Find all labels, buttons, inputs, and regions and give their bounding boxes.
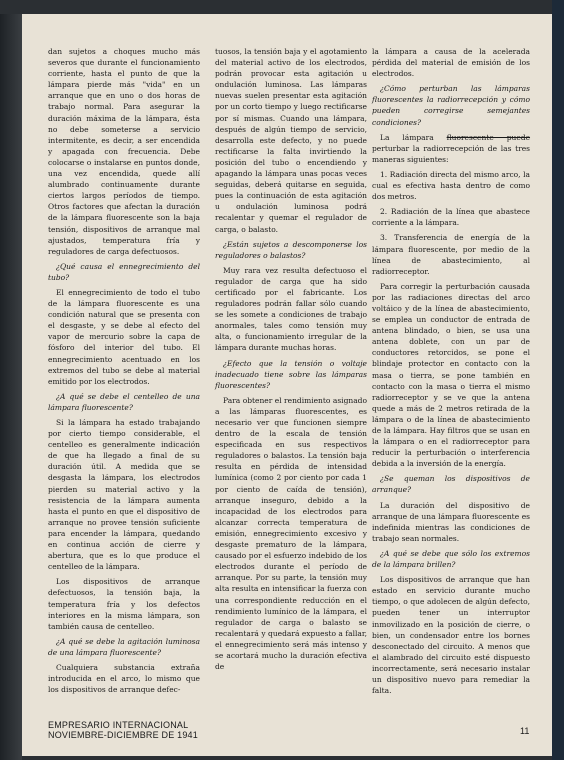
question-heading: ¿Se queman los dispositivos de arranque? <box>372 474 530 495</box>
list-item: 1. Radiación directa del mismo arco, la cual es efectiva hasta dentro de como dos metros. <box>372 169 530 202</box>
question-heading: ¿A qué se debe que sólo los extremos de la lámpara brillen? <box>372 548 530 570</box>
text-column-2 <box>215 46 367 676</box>
issue-date: NOVIEMBRE-DICIEMBRE DE 1941 <box>48 730 198 740</box>
paragraph: tuosos, la tensión baja y el agotamiento del material activo de los electrodos, podrán provocar esta agitación u ondulación luminosa. Las lámparas nuevas suelen presentar esta agitación por un corto tiempo y luego rectificarse por sí mismas. Cuando una lámpara, después de algún tiempo de servicio, desarrolla este defecto, y no puede rectificarse la falta invirtiendo la posición del tubo o encendiendo y apagando la lámpara unas pocas veces seguidas, deberá quitarse en seguida, pues la continuación de esta agitación u ondulación luminosa podrá recalentar y quemar el regulador de carga, o balasto. <box>215 47 367 234</box>
page-edge-right <box>552 0 564 760</box>
struck-text: fluorescente puede <box>446 132 531 142</box>
paragraph: Los dispositivos de arranque que han estado en servicio durante mucho tiempo, o que adolecen de algún defecto, pueden tener un interruptor inmovilizado en la posición de cierre, o bien, un condensador entre los bornes desconectado del circuito. A menos que el alambrado del circuito esté dispuesto incorrectamente, será necesario instalar un dispositivo nuevo para remediar la falta. <box>372 575 530 696</box>
list-item: 3. Transferencia de energía de la lámpara fluorescente, por medio de la línea de abastecimiento, al radiorreceptor. <box>372 233 530 276</box>
question-heading: ¿A qué se debe la agitación luminosa de una lámpara fluorescente? <box>48 636 200 657</box>
text-column-1 <box>48 46 200 699</box>
publication-footer <box>48 720 198 740</box>
paragraph: Los dispositivos de arranque defectuosos, la tensión baja, la temperatura fría y los defectos interiores en la misma lámpara, son también causa de centelleo. <box>48 577 200 631</box>
paragraph-start: La lámpara <box>380 132 447 142</box>
list-item: 2. Radiación de la línea que abastece corriente a la lámpara. <box>372 207 530 228</box>
paragraph: dan sujetos a choques mucho más severos que durante el funcionamiento corriente, hasta el punto de que la lámpara pierde más "vida" en un arranque que en uno o dos horas de trabajo normal. Para asegurar la duración máxima de la lámpara, ésta no debe someterse a servicio intermitente, es decir, a ser encendida y apagada con frecuencia. Debe colocarse o instalarse en puntos donde, una vez encendida, quede allí alumbrado continuamente durante ciertos largos períodos de tiempo. Otros factores que afectan la duración de la lámpara fluorescente son la baja tensión, dispositivos de arranque mal ajustados, temperatura fría y reguladores de carga defectuosos. <box>48 47 200 256</box>
publication-name: EMPRESARIO INTERNACIONAL <box>48 720 189 730</box>
paragraph: la lámpara a causa de la acelerada pérdida del material de emisión de los electrodos. <box>372 47 530 79</box>
paragraph: La duración del dispositivo de arranque de una lámpara fluorescente es indefinida mientras las condiciones de trabajo sean normales. <box>372 500 530 543</box>
paragraph: Cualquiera substancia extraña introducida en el arco, lo mismo que los dispositivos de arranque defec- <box>48 662 200 695</box>
question-heading: ¿Están sujetos a descomponerse los reguladores o balastos? <box>215 239 367 260</box>
paragraph: Muy rara vez resulta defectuoso el regulador de carga que ha sido certificado por el fabricante. Los reguladores podrán fallar sólo cuando se les somete a condiciones de trabajo anormales, tales como tensión muy alta, o funcionamiento irregular de la lámpara durante muchas horas. <box>215 265 367 353</box>
binding-shadow <box>0 14 22 760</box>
paragraph: Para obtener el rendimiento asignado a las lámparas fluorescentes, es necesario ver que funcionen siempre dentro de la escala de tensión especificada en sus respectivos reguladores o balastos. La tensión baja resulta en pérdida de intensidad lumínica (como 2 por ciento por cada 1 por ciento de caída de tensión), arranque inseguro, debido a la incapacidad de los electrodos para alcanzar correcta temperatura de emisión, ennegrecimiento excesivo y desgaste prematuro de la lámpara, causado por el esfuerzo indebido de los electrodos durante el período de arranque. Por su parte, la tensión muy alta resulta en intensificar la fuerza con una correspondiente reducción en el rendimiento lumínico de la lámpara, el regulador de carga o balasto se recalentará y quedará expuesto a fallar, el ennegrecimiento será más intenso y se acortará mucho la duración efectiva de <box>215 395 368 672</box>
paragraph: Para corregir la perturbación causada por las radiaciones directas del arco voltáico y de la línea de abastecimiento, se emplea un conductor de entrada de antena blindado, o bien, se usa una antena doblete, con un par de conductores retorcidos, se pone el blindaje protector en contacto con la masa o tierra, se pone también en contacto con la masa o tierra el mismo radiorreceptor y se ve que la antena quede a más de 2 metros retirada de la lámpara o de la línea de abastecimiento de la lámpara. Hay filtros que se usan en la lámpara o en el radiorreceptor para reducir la perturbación o interferencia debida a la inversión de la energía. <box>372 281 530 469</box>
paragraph: El ennegrecimiento de todo el tubo de la lámpara fluorescente es una condición natural que se presenta con el desgaste, y se debe al efecto del vapor de mercurio sobre la capa de fósforo del interior del tubo. El ennegrecimiento acentuado en los extremos del tubo se debe al material emitido por los electrodos. <box>48 287 200 386</box>
paragraph-rest: perturbar la radiorrecepción de las tres maneras siguientes: <box>372 143 530 164</box>
question-heading: ¿Efecto que la tensión o voltaje inadecuado tiene sobre las lámparas fluorescentes? <box>215 358 367 390</box>
question-heading: ¿Qué causa el ennegrecimiento del tubo? <box>48 261 200 282</box>
question-heading: ¿Cómo perturban las lámparas fluorescentes la radiorrecepción y cómo pueden corregirse semejantes condiciones? <box>372 84 530 127</box>
paragraph: Si la lámpara ha estado trabajando por cierto tiempo considerable, el centelleo es generalmente indicación de que ha llegado a final de su duración útil. A medida que se desgasta la lámpara, los electrodos pierden su material activo y la resistencia de la lámpara aumenta hasta el punto en que el dispositivo de arranque no provee tensión suficiente para encender la lámpara, quedando en continua acción de cierre y abertura, que es lo que produce el centelleo de la lámpara. <box>48 418 200 572</box>
text-column-3 <box>372 46 530 700</box>
page-number: 11 <box>520 726 530 736</box>
question-heading: ¿A qué se debe el centelleo de una lámpara fluorescente? <box>48 391 200 412</box>
paragraph <box>372 132 530 165</box>
magazine-page <box>22 14 552 756</box>
